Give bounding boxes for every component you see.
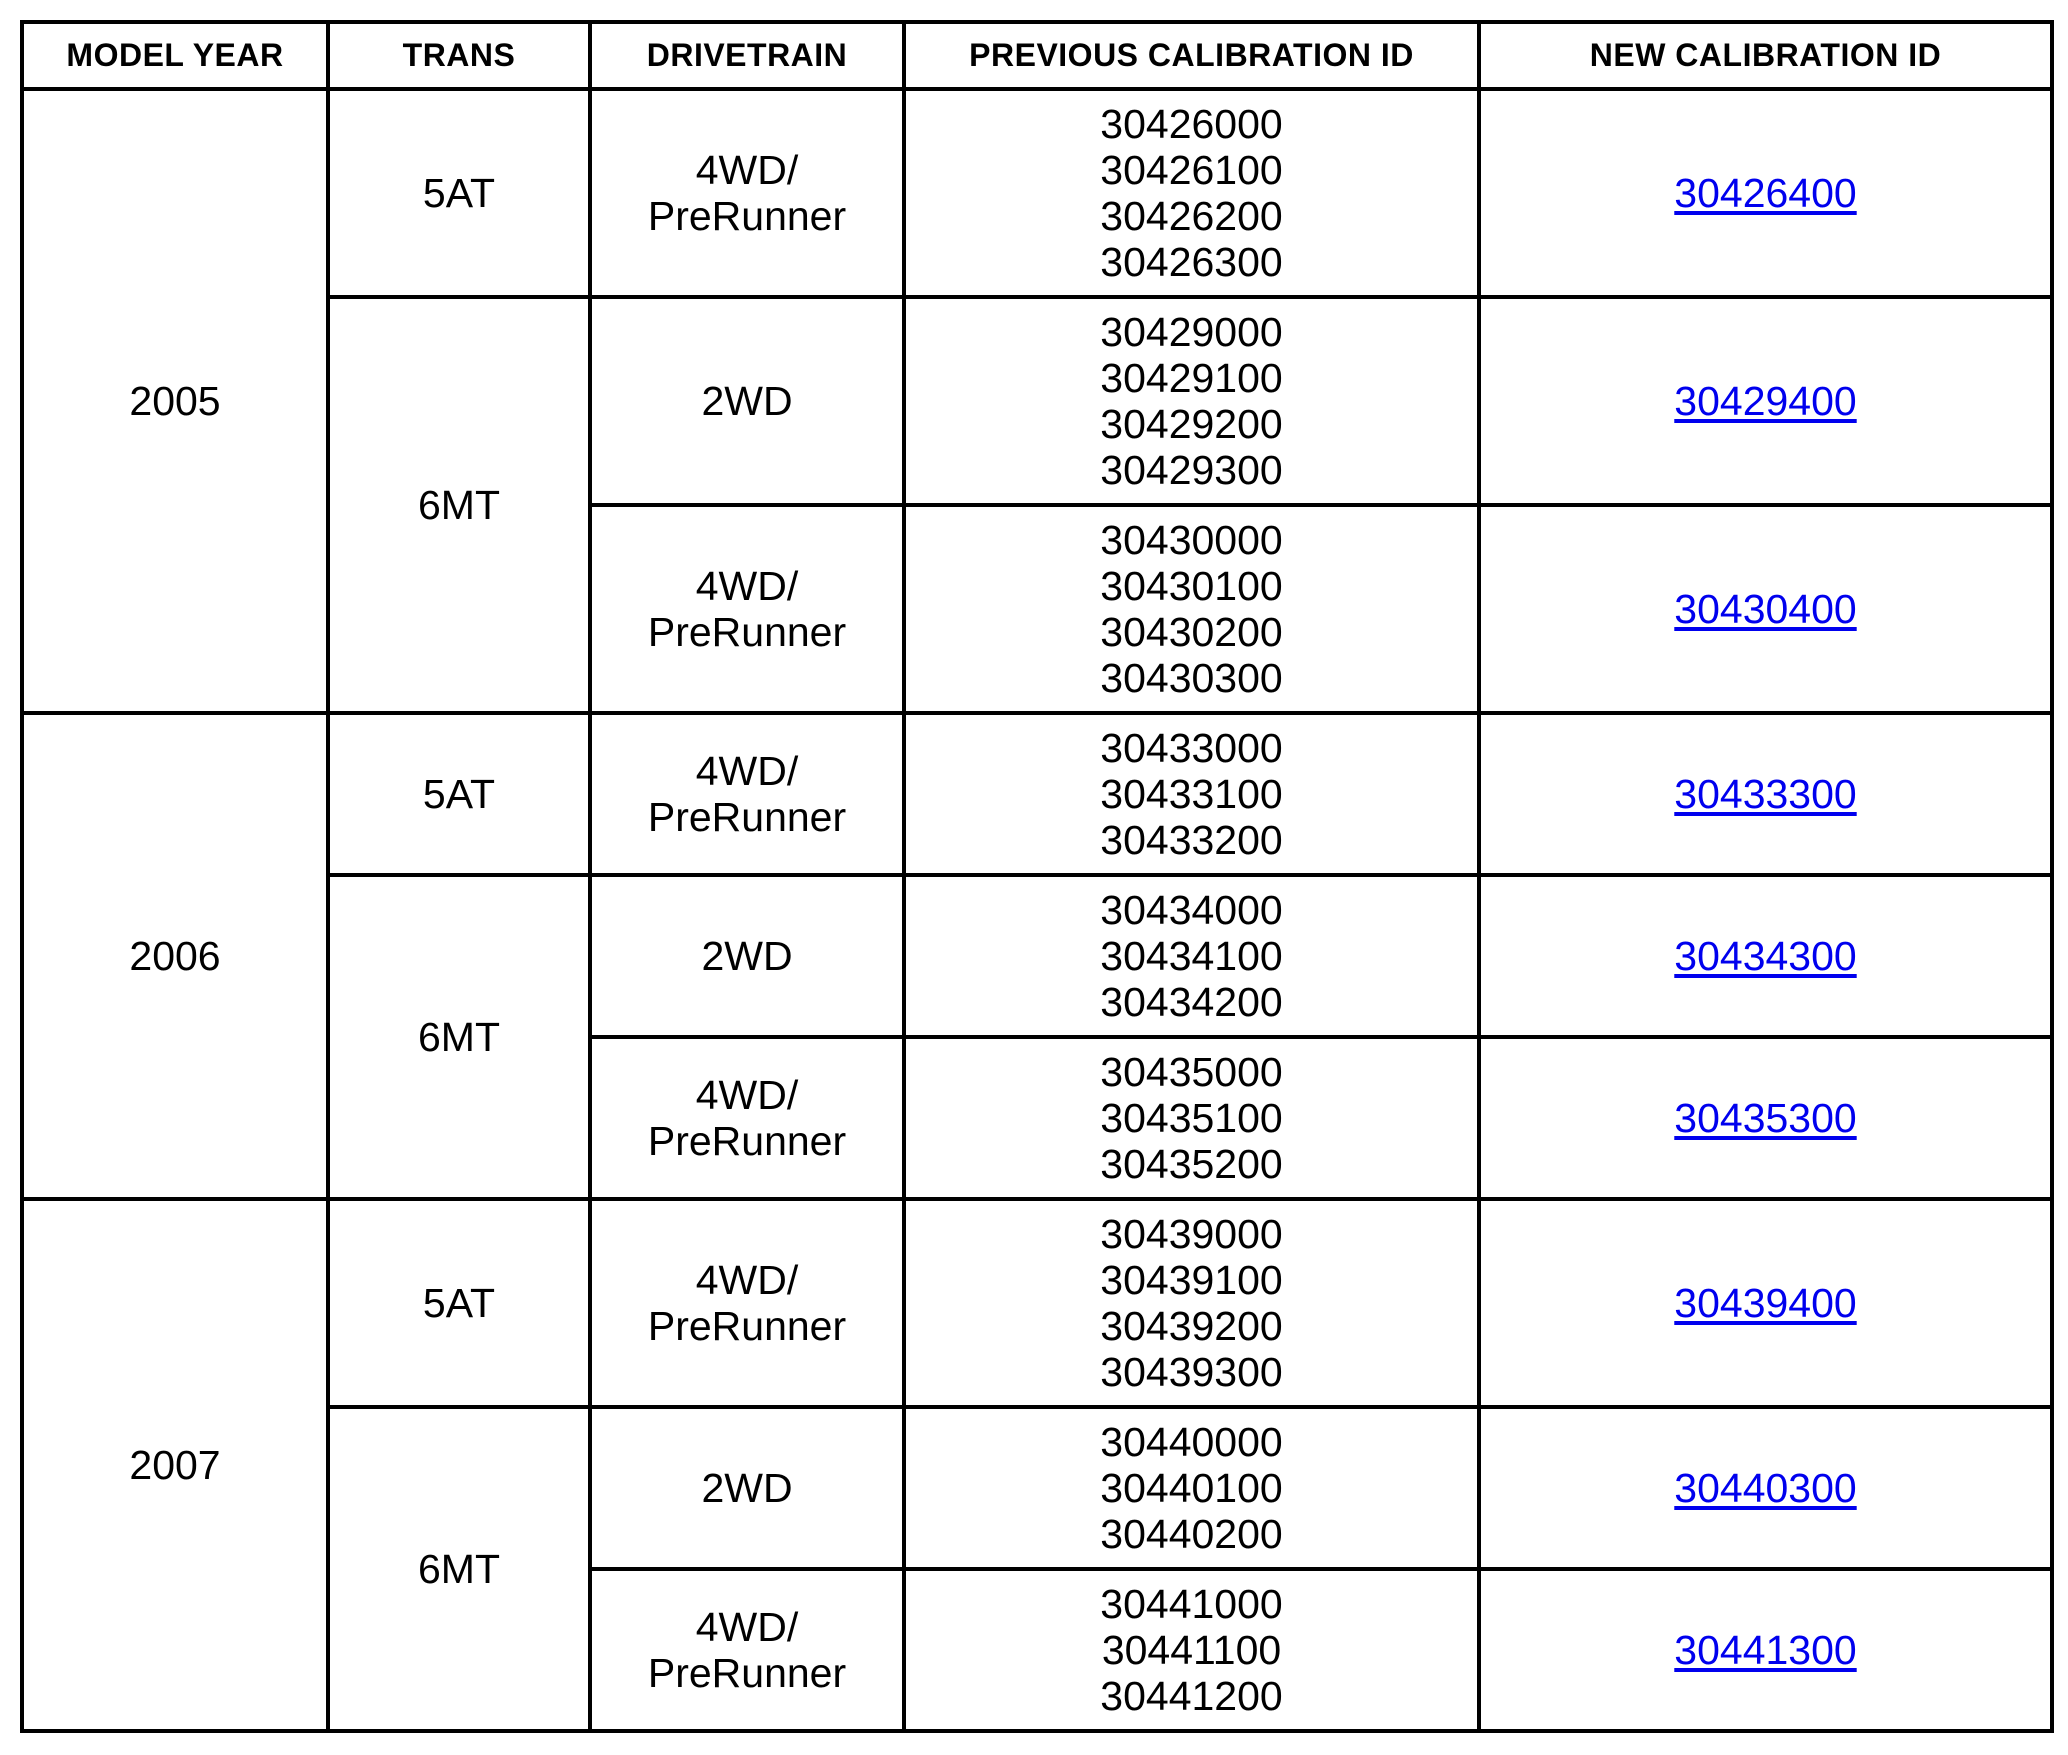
new-calibration-id-link[interactable]: 30426400 [1674, 170, 1857, 216]
model-year-cell: 2006 [22, 713, 328, 1199]
new-calibration-cell [1479, 713, 2052, 875]
previous-calibration-id: 30440100 [1100, 1465, 1283, 1511]
header-model-year: MODEL YEAR [22, 22, 328, 89]
previous-calibration-cell [904, 1037, 1479, 1199]
drivetrain-cell [590, 875, 904, 1037]
new-calibration-cell [1479, 1199, 2052, 1407]
new-calibration-id-link[interactable]: 30433300 [1674, 771, 1857, 817]
previous-calibration-cell [904, 1199, 1479, 1407]
header-row [22, 22, 2052, 89]
previous-calibration-id: 30441100 [1101, 1627, 1282, 1673]
trans-cell: 6MT [328, 297, 590, 713]
previous-calibration-cell [904, 1407, 1479, 1569]
new-calibration-cell [1479, 1407, 2052, 1569]
drivetrain-line: 4WD/ [695, 1072, 799, 1118]
previous-calibration-id: 30434200 [1100, 979, 1283, 1025]
drivetrain-line: 2WD [701, 378, 793, 424]
model-year-cell: 2007 [22, 1199, 328, 1731]
model-year-cell: 2005 [22, 89, 328, 713]
previous-calibration-cell [904, 1569, 1479, 1731]
previous-calibration-id: 30440000 [1100, 1419, 1283, 1465]
new-calibration-id-link[interactable]: 30439400 [1674, 1280, 1857, 1326]
previous-calibration-id: 30435100 [1100, 1095, 1283, 1141]
drivetrain-line: PreRunner [647, 1118, 847, 1164]
previous-calibration-id: 30429200 [1100, 401, 1283, 447]
previous-calibration-id: 30430000 [1100, 517, 1283, 563]
drivetrain-line: 4WD/ [695, 1257, 799, 1303]
previous-calibration-id: 30441000 [1100, 1581, 1283, 1627]
new-calibration-cell [1479, 1037, 2052, 1199]
previous-calibration-id: 30430100 [1100, 563, 1283, 609]
previous-calibration-id: 30429100 [1100, 355, 1283, 401]
previous-calibration-id: 30429300 [1100, 447, 1283, 493]
previous-calibration-id: 30426300 [1100, 239, 1283, 285]
trans-cell: 6MT [328, 1407, 590, 1731]
trans-cell: 5AT [328, 1199, 590, 1407]
previous-calibration-id: 30433000 [1100, 725, 1283, 771]
drivetrain-cell [590, 1569, 904, 1731]
previous-calibration-id: 30430300 [1100, 655, 1283, 701]
previous-calibration-cell [904, 875, 1479, 1037]
drivetrain-cell [590, 1407, 904, 1569]
header-previous-calibration-id: PREVIOUS CALIBRATION ID [904, 22, 1479, 89]
table-body [22, 89, 2052, 1731]
drivetrain-line: 4WD/ [695, 563, 799, 609]
previous-calibration-id: 30426200 [1100, 193, 1283, 239]
drivetrain-line: PreRunner [647, 1650, 847, 1696]
table-row [22, 89, 2052, 297]
trans-cell: 6MT [328, 875, 590, 1199]
previous-calibration-cell [904, 89, 1479, 297]
drivetrain-cell [590, 297, 904, 505]
drivetrain-line: PreRunner [647, 193, 847, 239]
drivetrain-cell [590, 505, 904, 713]
new-calibration-id-link[interactable]: 30429400 [1674, 378, 1857, 424]
header-drivetrain: DRIVETRAIN [590, 22, 904, 89]
table-row [22, 713, 2052, 875]
previous-calibration-id: 30435200 [1100, 1141, 1283, 1187]
new-calibration-cell [1479, 875, 2052, 1037]
previous-calibration-id: 30441200 [1100, 1673, 1283, 1719]
trans-cell: 5AT [328, 89, 590, 297]
drivetrain-line: 4WD/ [695, 147, 799, 193]
drivetrain-line: 2WD [701, 933, 793, 979]
previous-calibration-id: 30439100 [1100, 1257, 1283, 1303]
drivetrain-cell [590, 1037, 904, 1199]
new-calibration-id-link[interactable]: 30435300 [1674, 1095, 1857, 1141]
previous-calibration-id: 30433200 [1100, 817, 1283, 863]
previous-calibration-id: 30429000 [1100, 309, 1283, 355]
previous-calibration-id: 30426000 [1100, 101, 1283, 147]
drivetrain-line: 2WD [701, 1465, 793, 1511]
previous-calibration-id: 30434100 [1100, 933, 1283, 979]
calibration-table [20, 20, 2054, 1733]
header-new-calibration-id: NEW CALIBRATION ID [1479, 22, 2052, 89]
drivetrain-cell [590, 89, 904, 297]
new-calibration-id-link[interactable]: 30430400 [1674, 586, 1857, 632]
previous-calibration-id: 30439200 [1100, 1303, 1283, 1349]
drivetrain-line: PreRunner [647, 794, 847, 840]
drivetrain-line: PreRunner [647, 1303, 847, 1349]
new-calibration-cell [1479, 297, 2052, 505]
previous-calibration-id: 30440200 [1100, 1511, 1283, 1557]
drivetrain-cell [590, 1199, 904, 1407]
new-calibration-cell [1479, 1569, 2052, 1731]
new-calibration-id-link[interactable]: 30440300 [1674, 1465, 1857, 1511]
drivetrain-line: 4WD/ [695, 748, 799, 794]
previous-calibration-id: 30439300 [1100, 1349, 1283, 1395]
previous-calibration-id: 30433100 [1100, 771, 1283, 817]
previous-calibration-id: 30435000 [1100, 1049, 1283, 1095]
previous-calibration-cell [904, 297, 1479, 505]
header-trans: TRANS [328, 22, 590, 89]
new-calibration-cell [1479, 89, 2052, 297]
previous-calibration-cell [904, 505, 1479, 713]
trans-cell: 5AT [328, 713, 590, 875]
previous-calibration-cell [904, 713, 1479, 875]
drivetrain-line: 4WD/ [695, 1604, 799, 1650]
previous-calibration-id: 30426100 [1100, 147, 1283, 193]
drivetrain-line: PreRunner [647, 609, 847, 655]
new-calibration-cell [1479, 505, 2052, 713]
previous-calibration-id: 30430200 [1100, 609, 1283, 655]
previous-calibration-id: 30439000 [1100, 1211, 1283, 1257]
new-calibration-id-link[interactable]: 30441300 [1674, 1627, 1857, 1673]
new-calibration-id-link[interactable]: 30434300 [1674, 933, 1857, 979]
table-row [22, 1199, 2052, 1407]
previous-calibration-id: 30434000 [1100, 887, 1283, 933]
drivetrain-cell [590, 713, 904, 875]
